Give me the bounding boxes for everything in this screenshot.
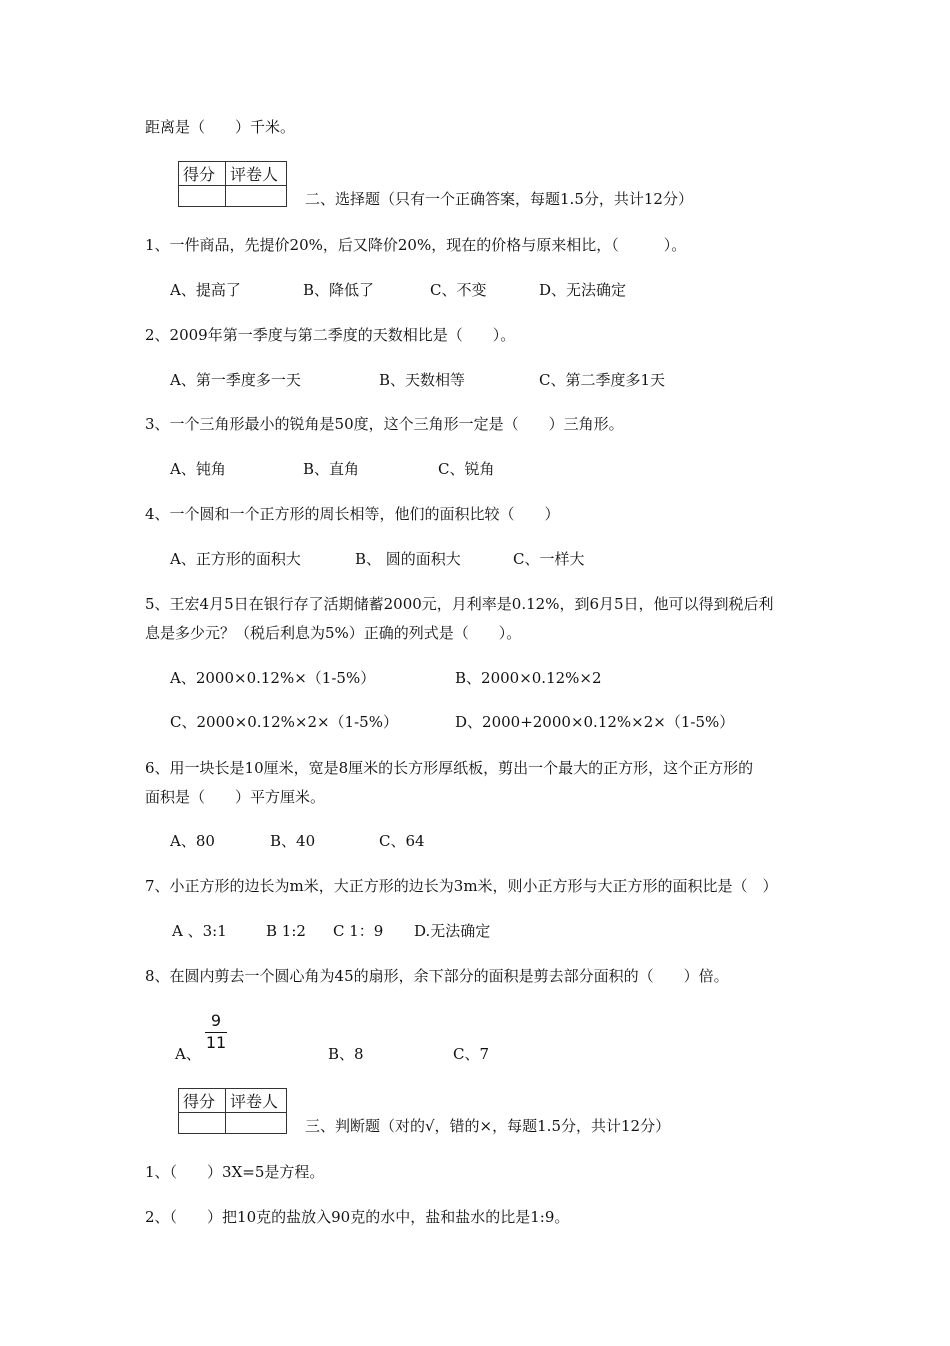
q5-option-b: B、2000×0.12%×2	[455, 669, 602, 687]
q6-option-c: C、64	[379, 832, 425, 850]
section3-title: 三、判断题（对的√，错的×，每题1.5分，共计12分）	[305, 1117, 671, 1135]
q5-text-line1: 5、王宏4月5日在银行存了活期储蓄2000元，月利率是0.12%，到6月5日，他可以得到税后利	[145, 595, 774, 613]
section2-title: 二、选择题（只有一个正确答案，每题1.5分，共计12分）	[305, 190, 693, 208]
q2-option-c: C、第二季度多1天	[539, 371, 666, 389]
intro-line: 距离是（ ）千米。	[145, 118, 296, 136]
grader-header: 评卷人	[226, 1089, 287, 1113]
q5-option-d: D、2000+2000×0.12%×2×（1-5%）	[455, 713, 735, 731]
q7-option-d: D.无法确定	[414, 922, 491, 940]
q6-text-line2: 面积是（ ）平方厘米。	[145, 788, 326, 806]
q1-option-b: B、降低了	[303, 281, 375, 299]
q8-option-a-prefix: A、	[175, 1045, 201, 1063]
q3-text: 3、一个三角形最小的锐角是50度，这个三角形一定是（ ）三角形。	[145, 415, 624, 433]
q5-text-line2: 息是多少元？（税后利息为5%）正确的列式是（ ）。	[145, 624, 522, 642]
grader-cell[interactable]	[226, 186, 287, 207]
score-cell[interactable]	[179, 186, 226, 207]
q2-text: 2、2009年第一季度与第二季度的天数相比是（ ）。	[145, 326, 516, 344]
q4-option-a: A、正方形的面积大	[170, 550, 301, 568]
q6-option-b: B、40	[270, 832, 316, 850]
q7-option-a: A 、3:1	[172, 922, 227, 940]
q8-text: 8、在圆内剪去一个圆心角为45的扇形，余下部分的面积是剪去部分面积的（ ）倍。	[145, 967, 729, 985]
q7-text: 7、小正方形的边长为m米，大正方形的边长为3m米，则小正方形与大正方形的面积比是（ ）	[145, 877, 778, 895]
q4-option-b: B、 圆的面积大	[355, 550, 461, 568]
q1-text: 1、一件商品，先提价20%，后又降价20%，现在的价格与原来相比，（ ）。	[145, 236, 687, 254]
score-header: 得分	[179, 1089, 226, 1113]
grader-header: 评卷人	[226, 162, 287, 186]
judge-2: 2、（ ）把10克的盐放入90克的水中，盐和盐水的比是1:9。	[145, 1208, 570, 1226]
grader-cell[interactable]	[226, 1113, 287, 1134]
fraction-denominator: 11	[205, 1033, 227, 1052]
q7-option-b: B 1:2	[266, 922, 306, 940]
q5-option-c: C、2000×0.12%×2×（1-5%）	[170, 713, 398, 731]
q4-text: 4、一个圆和一个正方形的周长相等，他们的面积比较（ ）	[145, 505, 560, 523]
q1-option-a: A、提高了	[170, 281, 241, 299]
q1-option-c: C、不变	[430, 281, 487, 299]
q8-option-c: C、7	[453, 1045, 490, 1063]
q6-option-a: A、80	[170, 832, 215, 850]
judge-1: 1、（ ）3X=5是方程。	[145, 1163, 325, 1181]
q6-text-line1: 6、用一块长是10厘米，宽是8厘米的长方形厚纸板，剪出一个最大的正方形，这个正方形的	[145, 759, 754, 777]
q3-option-c: C、锐角	[438, 460, 495, 478]
q7-option-c: C 1：9	[333, 922, 384, 940]
fraction-numerator: 9	[210, 1011, 222, 1030]
q1-option-d: D、无法确定	[539, 281, 627, 299]
q4-option-c: C、一样大	[513, 550, 585, 568]
score-table	[178, 161, 287, 207]
q3-option-b: B、直角	[303, 460, 360, 478]
q8-option-a-fraction	[205, 1011, 227, 1053]
q2-option-a: A、第一季度多一天	[170, 371, 301, 389]
q3-option-a: A、钝角	[170, 460, 226, 478]
q5-option-a: A、2000×0.12%×（1-5%）	[170, 669, 376, 687]
score-cell[interactable]	[179, 1113, 226, 1134]
score-table-2	[178, 1088, 287, 1134]
score-header: 得分	[179, 162, 226, 186]
q2-option-b: B、天数相等	[379, 371, 466, 389]
q8-option-b: B、8	[328, 1045, 364, 1063]
